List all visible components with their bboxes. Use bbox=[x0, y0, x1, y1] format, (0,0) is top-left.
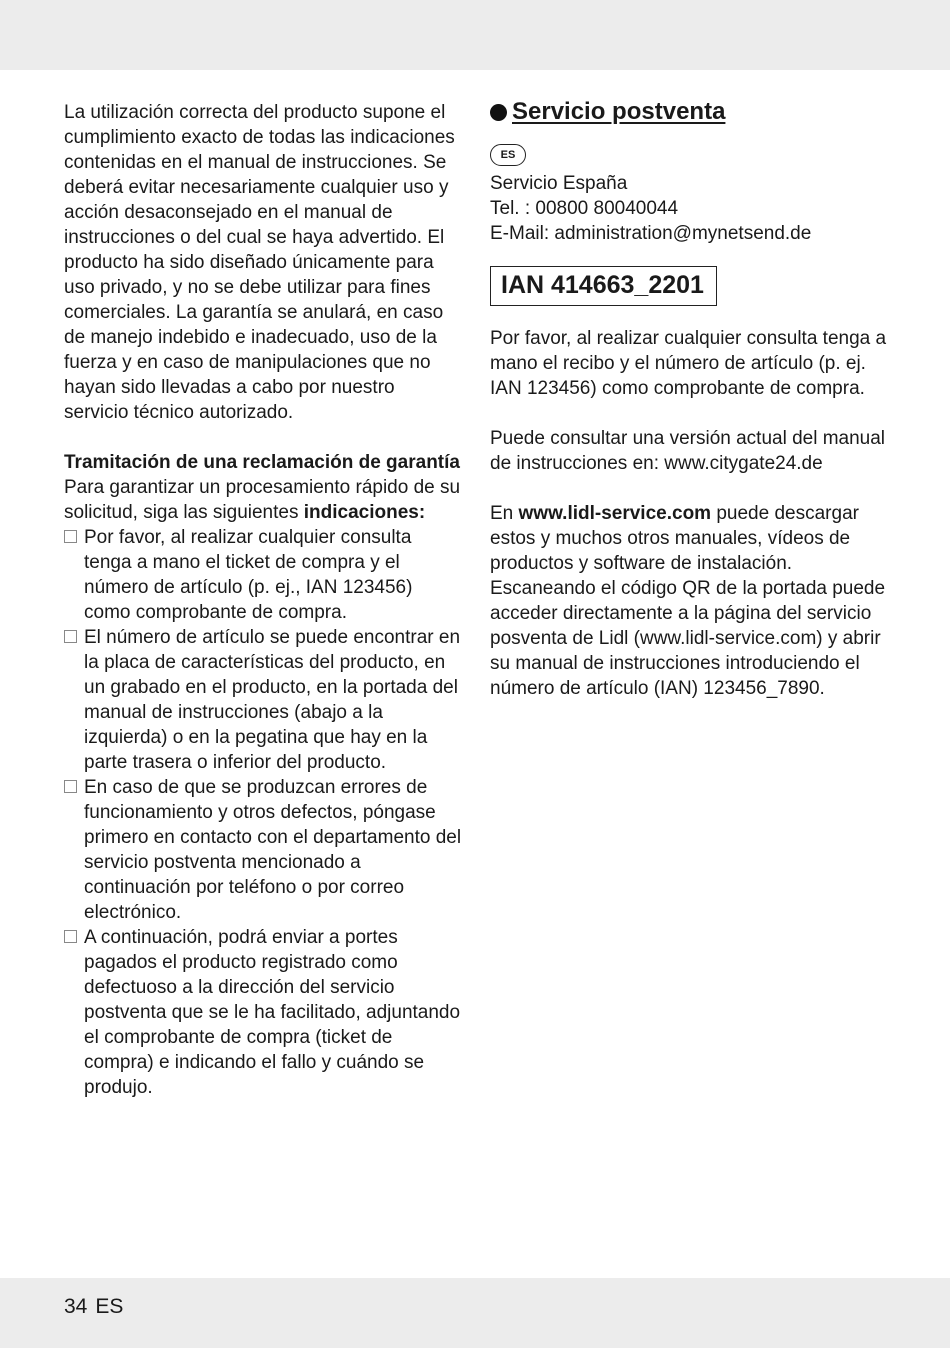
manual-version-paragraph: Puede consultar una versión actual del manual de instrucciones en: www.citygate24.de bbox=[490, 428, 886, 474]
page-number: 34 bbox=[64, 1295, 88, 1318]
list-item-text: En caso de que se produzcan errores de funcionamiento y otros defectos, póngase primero en contacto con el departamento del servicio postventa mencionado a continuación por teléfono o por correo electrónico. bbox=[84, 777, 462, 923]
right-column bbox=[490, 100, 900, 701]
receipt-paragraph: Por favor, al realizar cualquier consulta tenga a mano el recibo y el número de artículo (p. ej. IAN 123456) como comprobante de compra. bbox=[490, 328, 887, 399]
download-post: puede descargar estos y muchos otros manuales, vídeos de productos y software de instalación. bbox=[490, 503, 859, 574]
country-badge: ES bbox=[490, 144, 526, 166]
service-email: E-Mail: administration@mynetsend.de bbox=[490, 223, 812, 244]
service-phone: Tel. : 00800 80040044 bbox=[490, 198, 679, 219]
checkbox-square-icon bbox=[64, 530, 77, 543]
claim-text-main: Para garantizar un procesamiento rápido de su solicitud, siga las siguientes bbox=[64, 477, 461, 523]
checkbox-square-icon bbox=[64, 930, 77, 943]
page-footer bbox=[64, 1294, 123, 1320]
claim-heading: Tramitación de una reclamación de garantía bbox=[64, 452, 460, 473]
claim-steps-list bbox=[64, 525, 464, 1100]
list-item-text: A continuación, podrá enviar a portes pagados el producto registrado como defectuoso a la dirección del servicio postventa que se le ha facilitado, adjuntando el comprobante de compra (ticket de compra) e indicando el fallo y cuándo se produjo. bbox=[84, 927, 461, 1098]
list-item bbox=[64, 925, 464, 1100]
footer-language: ES bbox=[95, 1295, 124, 1318]
lidl-service-link: www.lidl-service.com bbox=[518, 503, 712, 524]
ian-box: IAN 414663_2201 bbox=[490, 266, 717, 306]
download-paragraph bbox=[490, 501, 900, 576]
list-item bbox=[64, 525, 464, 625]
bullet-dot-icon bbox=[490, 104, 507, 121]
list-item-text: El número de artículo se puede encontrar en la placa de características del producto, en un grabado en el producto, en la portada del manual de instrucciones (abajo a la izquierda) o en la pegatina que hay en la parte trasera o inferior del producto. bbox=[84, 627, 461, 773]
list-item bbox=[64, 775, 464, 925]
left-column bbox=[64, 100, 464, 1100]
claim-text bbox=[64, 475, 464, 525]
download-pre: En bbox=[490, 503, 514, 524]
bottom-band bbox=[0, 1278, 950, 1348]
service-heading-text: Servicio postventa bbox=[512, 98, 726, 125]
intro-paragraph: La utilización correcta del producto supone el cumplimiento exacto de todas las indicaciones contenidas en el manual de instrucciones. Se deberá evitar necesariamente cualquier uso y acción desaconsejado en el manual de instrucciones o del cual se haya advertido. El producto ha sido diseñado únicamente para uso privado, y no se debe utilizar para fines comerciales. La garantía se anulará, en caso de manejo indebido e inadecuado, uso de la fuerza y en caso de manipulaciones que no hayan sido llevadas a cabo por nuestro servicio técnico autorizado. bbox=[64, 102, 455, 423]
claim-text-bold: indicaciones: bbox=[303, 502, 426, 523]
checkbox-square-icon bbox=[64, 630, 77, 643]
qr-paragraph: Escaneando el código QR de la portada puede acceder directamente a la página del servicio posventa de Lidl (www.lidl-service.com) y abrir su manual de instrucciones introduciendo el número de artículo (IAN) 123456_7890. bbox=[490, 578, 886, 699]
list-item-text: Por favor, al realizar cualquier consulta tenga a mano el ticket de compra y el número de artículo (p. ej., IAN 123456) como comprobante de compra. bbox=[84, 527, 413, 623]
list-item bbox=[64, 625, 464, 775]
top-band bbox=[0, 0, 950, 70]
checkbox-square-icon bbox=[64, 780, 77, 793]
service-name: Servicio España bbox=[490, 173, 628, 194]
service-heading bbox=[490, 97, 900, 127]
